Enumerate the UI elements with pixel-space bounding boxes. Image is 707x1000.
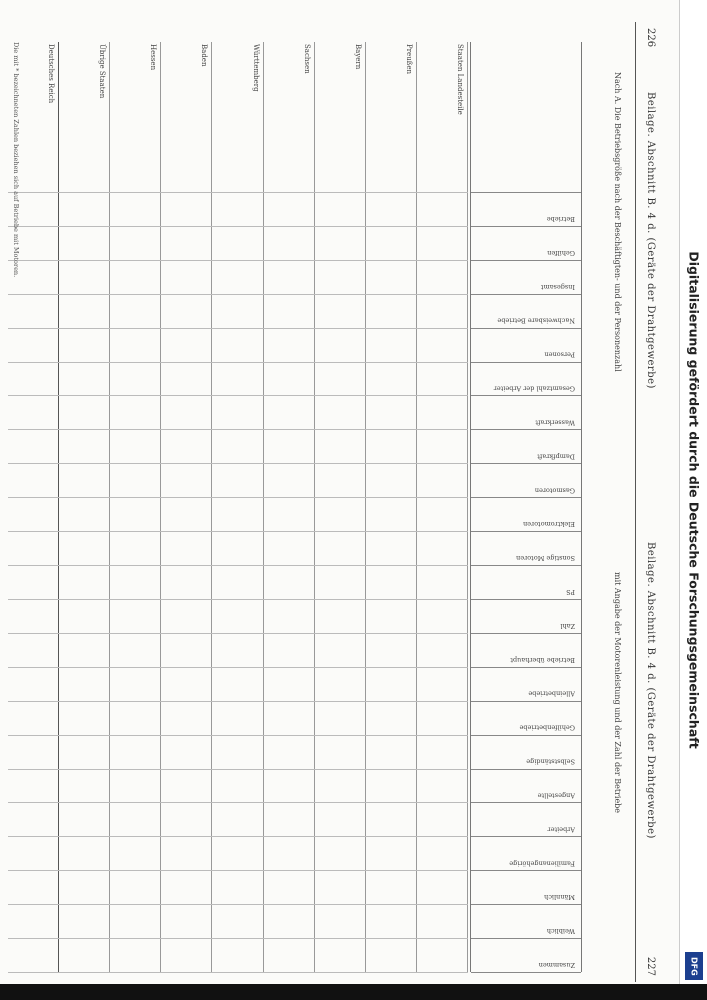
column-divider: [471, 599, 581, 600]
column-header: Gesamtzahl der Arbeiter: [493, 384, 575, 393]
column-header: Männlich: [544, 893, 575, 902]
column-header: Gehilfen: [547, 248, 575, 257]
row-group-label: Deutsches Reich: [47, 44, 56, 104]
section-band: [588, 42, 628, 972]
column-header: Betriebe: [546, 214, 575, 223]
column-divider: [471, 633, 581, 634]
column-divider: [471, 260, 581, 261]
column-divider: [471, 328, 581, 329]
row-divider: [416, 42, 417, 972]
column-header: PS: [566, 588, 575, 596]
column-divider: [8, 328, 468, 329]
row-group-label: Baden: [200, 44, 209, 67]
column-header: Sonstige Motoren: [516, 554, 575, 563]
sidebar-credit: Digitalisierung gefördert durch die Deutsche Forschungsgemeinschaft: [686, 251, 701, 749]
column-divider: [471, 836, 581, 837]
column-divider: [8, 667, 468, 668]
row-group-label: Übrige Staaten: [98, 44, 107, 99]
column-divider: [8, 769, 468, 770]
row-group-label: Bayern: [353, 44, 362, 70]
row-divider: [467, 42, 468, 972]
column-divider: [471, 565, 581, 566]
column-divider: [8, 192, 468, 193]
column-divider: [471, 667, 581, 668]
row-divider: [58, 42, 59, 972]
column-divider: [471, 429, 581, 430]
column-divider: [8, 802, 468, 803]
section-band-left: Nach A. Die Betriebsgröße nach der Beschäftigten- und der Personenzahl: [613, 72, 622, 372]
column-divider: [8, 972, 468, 973]
column-divider: [8, 633, 468, 634]
column-header: Insgesamt: [540, 282, 575, 291]
column-divider: [8, 362, 468, 363]
row-divider: [160, 42, 161, 972]
column-divider: [8, 904, 468, 905]
column-header: Weiblich: [546, 927, 575, 936]
table-body: [8, 42, 468, 972]
column-divider: [471, 294, 581, 295]
column-header: Gehilfenbetriebe: [519, 723, 575, 732]
section-band-right: mit Angabe der Motorenleistung und der Zahl der Betriebe: [613, 572, 622, 814]
column-divider: [471, 802, 581, 803]
header-rule: [635, 22, 636, 982]
row-group-label: Hessen: [149, 44, 158, 71]
column-header: Personen: [544, 350, 575, 359]
column-header: Dampfkraft: [537, 452, 575, 461]
column-header-row: [470, 42, 582, 972]
column-divider: [471, 904, 581, 905]
column-divider: [8, 260, 468, 261]
footnote: Die mit * bezeichneten Zahlen beziehen sich auf Betriebe mit Motoren.: [12, 42, 20, 278]
row-group-label: Sachsen: [302, 44, 311, 74]
column-divider: [471, 972, 581, 973]
column-divider: [471, 395, 581, 396]
column-divider: [8, 226, 468, 227]
column-divider: [8, 735, 468, 736]
column-divider: [8, 870, 468, 871]
dfg-logo: DFG: [685, 952, 703, 980]
column-header: Elektromotoren: [523, 520, 575, 529]
column-header: Zusammen: [538, 961, 575, 970]
column-divider: [8, 463, 468, 464]
row-divider: [263, 42, 264, 972]
column-divider: [8, 497, 468, 498]
column-divider: [471, 938, 581, 939]
row-group-label: Württemberg: [251, 44, 260, 92]
page-number-left: 226: [645, 28, 656, 48]
column-header: Betriebe überhaupt: [510, 655, 575, 664]
running-title-left: Beilage. Abschnitt B. 4 d. (Geräte der Drahtgewerbe): [645, 92, 656, 389]
column-divider: [471, 497, 581, 498]
column-header: Wasserkraft: [535, 418, 575, 427]
page-header: [636, 22, 660, 982]
column-header: Angestellte: [537, 791, 575, 800]
column-divider: [471, 531, 581, 532]
dfg-sidebar: [679, 0, 707, 1000]
page-number-right: 227: [645, 956, 656, 976]
row-group-label: Staaten Landesteile: [456, 44, 464, 115]
column-divider: [471, 362, 581, 363]
column-divider: [8, 836, 468, 837]
column-divider: [471, 870, 581, 871]
row-group-label: Preußen: [404, 44, 413, 75]
column-header: Gasmotoren: [534, 486, 575, 495]
column-divider: [471, 701, 581, 702]
scan-bottom-bar: [0, 984, 707, 1000]
row-divider: [211, 42, 212, 972]
column-divider: [471, 769, 581, 770]
row-divider: [365, 42, 366, 972]
column-header: Nachweisbare Betriebe: [497, 316, 575, 325]
column-divider: [471, 226, 581, 227]
column-divider: [8, 599, 468, 600]
column-divider: [8, 565, 468, 566]
column-divider: [471, 735, 581, 736]
row-divider: [314, 42, 315, 972]
column-divider: [8, 294, 468, 295]
column-header: Selbstständige: [526, 757, 575, 766]
column-divider: [8, 531, 468, 532]
running-title-right: Beilage. Abschnitt B. 4 d. (Geräte der Drahtgewerbe): [645, 542, 656, 839]
column-divider: [8, 395, 468, 396]
column-divider: [471, 192, 581, 193]
column-header: Alleinbetriebe: [528, 689, 575, 698]
row-divider: [109, 42, 110, 972]
rotated-table-page: [0, 22, 660, 982]
column-header: Zahl: [560, 621, 575, 630]
column-header: Arbeiter: [547, 825, 575, 834]
column-divider: [8, 701, 468, 702]
column-divider: [8, 429, 468, 430]
column-divider: [8, 938, 468, 939]
column-divider: [471, 463, 581, 464]
column-header: Familienangehörige: [509, 859, 575, 868]
